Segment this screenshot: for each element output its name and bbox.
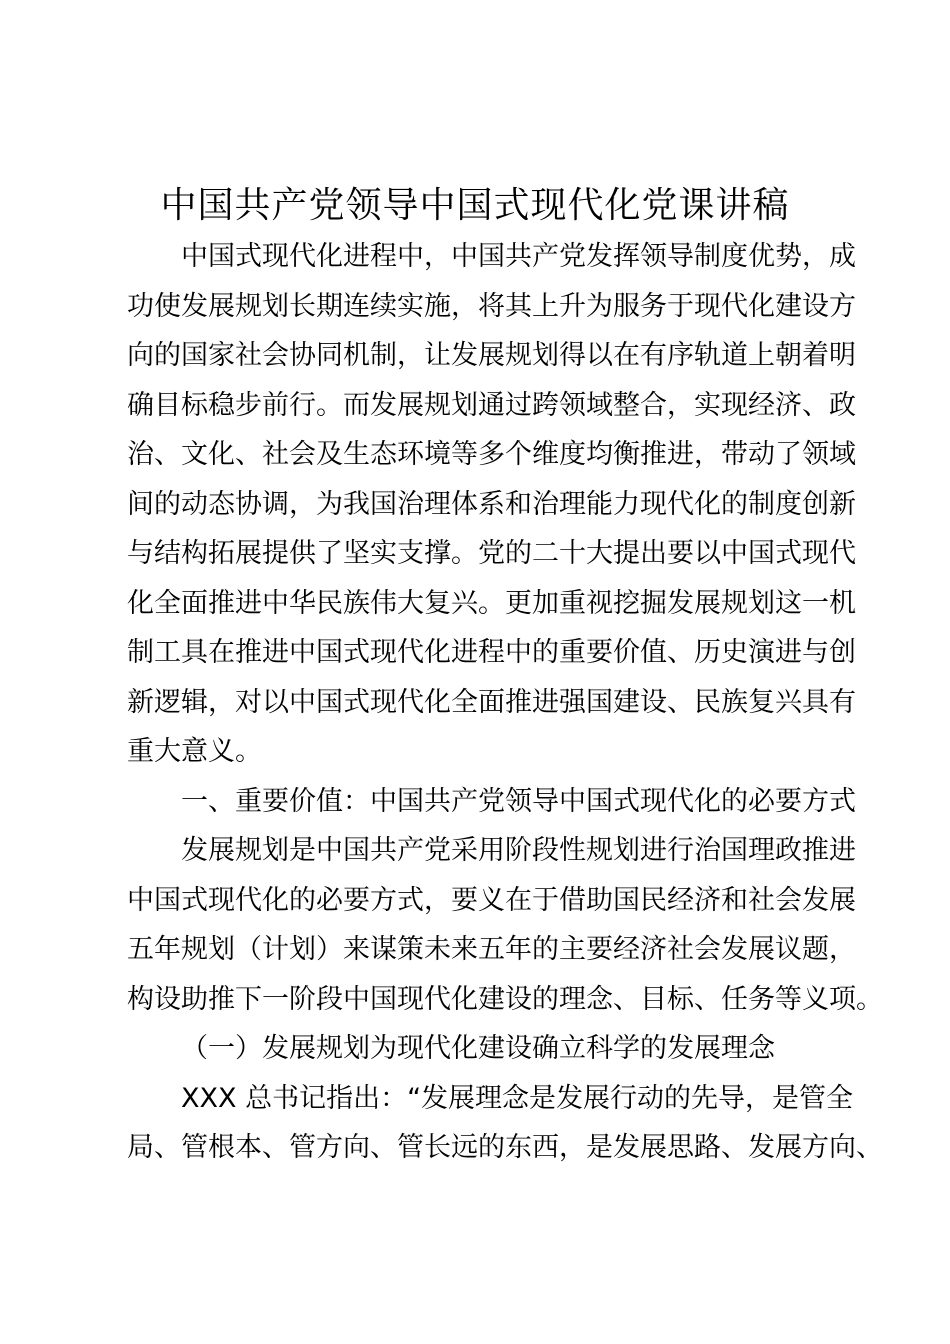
- text-line: 化全面推进中华民族伟大复兴。更加重视挖掘发展规划这一机: [127, 587, 856, 619]
- text-line: 五年规划（计划）来谋策未来五年的主要经济社会发展议题，: [127, 934, 856, 965]
- text-line: 构设助推下一阶段中国现代化建设的理念、目标、任务等义项。: [127, 983, 883, 1015]
- text-line: XXX 总书记指出：“发展理念是发展行动的先导，是管全: [181, 1082, 854, 1114]
- text-line: （一）发展规划为现代化建设确立科学的发展理念: [181, 1033, 775, 1064]
- text-line: 向的国家社会协同机制，让发展规划得以在有序轨道上朝着明: [127, 340, 856, 371]
- text-line: 与结构拓展提供了坚实支撑。党的二十大提出要以中国式现代: [127, 538, 856, 569]
- text-line: 发展规划是中国共产党采用阶段性规划进行治国理政推进: [181, 835, 856, 866]
- text-line: 确目标稳步前行。而发展规划通过跨领域整合，实现经济、政: [127, 389, 856, 421]
- text-line: 中国式现代化的必要方式，要义在于借助国民经济和社会发展: [127, 884, 856, 916]
- text-line: 局、管根本、管方向、管长远的东西，是发展思路、发展方向、: [127, 1132, 883, 1163]
- text-line: 治、文化、社会及生态环境等多个维度均衡推进，带动了领域: [127, 439, 856, 470]
- text-line: 功使发展规划长期连续实施，将其上升为服务于现代化建设方: [127, 290, 856, 322]
- text-line: 间的动态协调，为我国治理体系和治理能力现代化的制度创新: [127, 488, 856, 520]
- text-line: 重大意义。: [127, 736, 262, 767]
- text-line: 新逻辑，对以中国式现代化全面推进强国建设、民族复兴具有: [127, 686, 856, 718]
- text-line: 中国式现代化进程中，中国共产党发挥领导制度优势，成: [181, 241, 856, 272]
- text-line: 制工具在推进中国式现代化进程中的重要价值、历史演进与创: [127, 637, 856, 668]
- document-body: [127, 232, 883, 1173]
- text-line: 一、重要价值：中国共产党领导中国式现代化的必要方式: [181, 785, 856, 817]
- document-title: 中国共产党领导中国式现代化党课讲稿: [160, 185, 790, 226]
